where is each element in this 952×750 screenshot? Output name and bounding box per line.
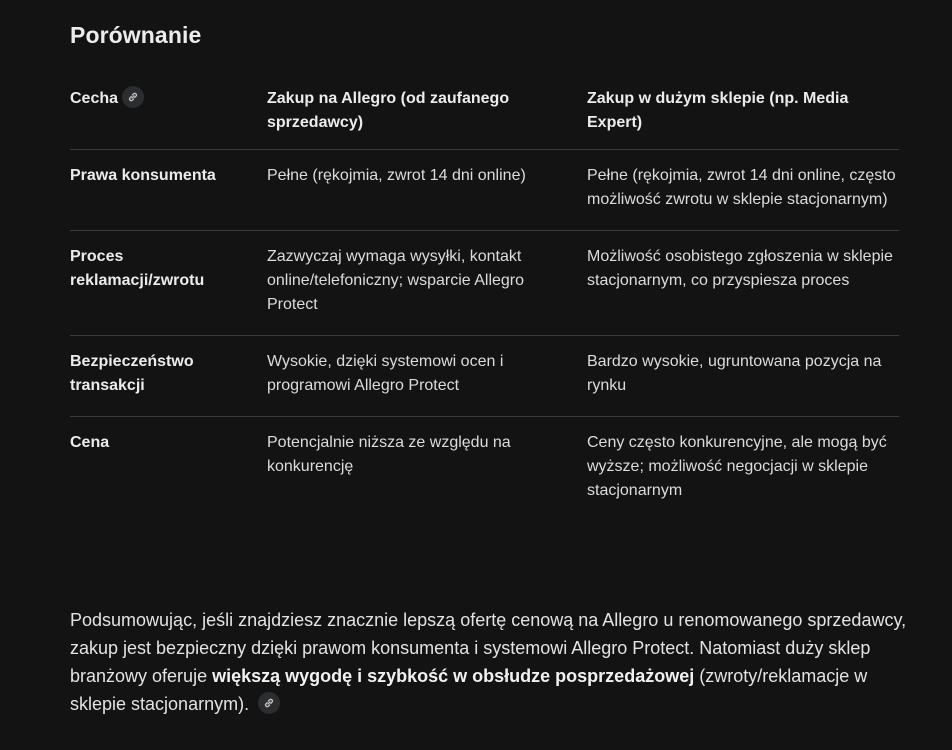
row-feature: Bezpieczeństwo transakcji [70,336,267,417]
summary-text-start: Podsumowując, jeśli znajdziesz znacznie lepszą ofertę cenową na Allegro u renomowanego sprzedawcy, zakup jest bezpieczny dzięki prawom konsumenta i systemowi Allegro Protect. Natomiast duży sklep branżowy oferuje [70,610,907,686]
link-icon [127,91,139,103]
table-header-row [70,77,899,150]
link-icon [263,697,275,709]
summary-text-end: (zwroty/reklamacje w sklepie stacjonarnym). [70,666,868,714]
row-store-value: Ceny często konkurencyjne, ale mogą być wyższe; możliwość negocjacji w sklepie stacjonarnym [587,434,887,499]
comparison-table [70,77,899,521]
row-store-value: Pełne (rękojmia, zwrot 14 dni online, często możliwość zwrotu w sklepie stacjonarnym) [587,150,899,231]
table-row [70,336,899,417]
row-allegro-value: Zazwyczaj wymaga wysyłki, kontakt online/telefoniczny; wsparcie Allegro Protect [267,231,587,336]
header-feature-label: Cecha [70,90,119,107]
row-allegro-value: Wysokie, dzięki systemowi ocen i programowi Allegro Protect [267,336,587,417]
row-store-value: Bardzo wysokie, ugruntowana pozycja na rynku [587,336,899,417]
table-row [70,150,899,231]
source-link-button[interactable] [258,692,280,714]
row-store-value: Możliwość osobistego zgłoszenia w sklepie stacjonarnym, co przyspiesza proces [587,231,899,336]
summary-emphasis: większą wygodę i szybkość w obsłudze posprzedażowej [212,666,695,686]
row-feature: Cena [70,434,110,451]
table-row [70,231,899,336]
row-allegro-value: Pełne (rękojmia, zwrot 14 dni online) [267,150,587,231]
header-store: Zakup w dużym sklepie (np. Media Expert) [587,77,899,150]
source-link-button[interactable] [122,86,144,108]
row-allegro-value: Potencjalnie niższa ze względu na konkurencję [267,434,511,475]
header-allegro: Zakup na Allegro (od zaufanego sprzedawcy) [267,77,587,150]
row-feature: Proces reklamacji/zwrotu [70,231,267,336]
summary-paragraph [70,606,910,718]
table-row [70,417,899,522]
header-feature [70,77,267,150]
section-heading: Porównanie [70,22,202,48]
row-feature: Prawa konsumenta [70,150,267,231]
